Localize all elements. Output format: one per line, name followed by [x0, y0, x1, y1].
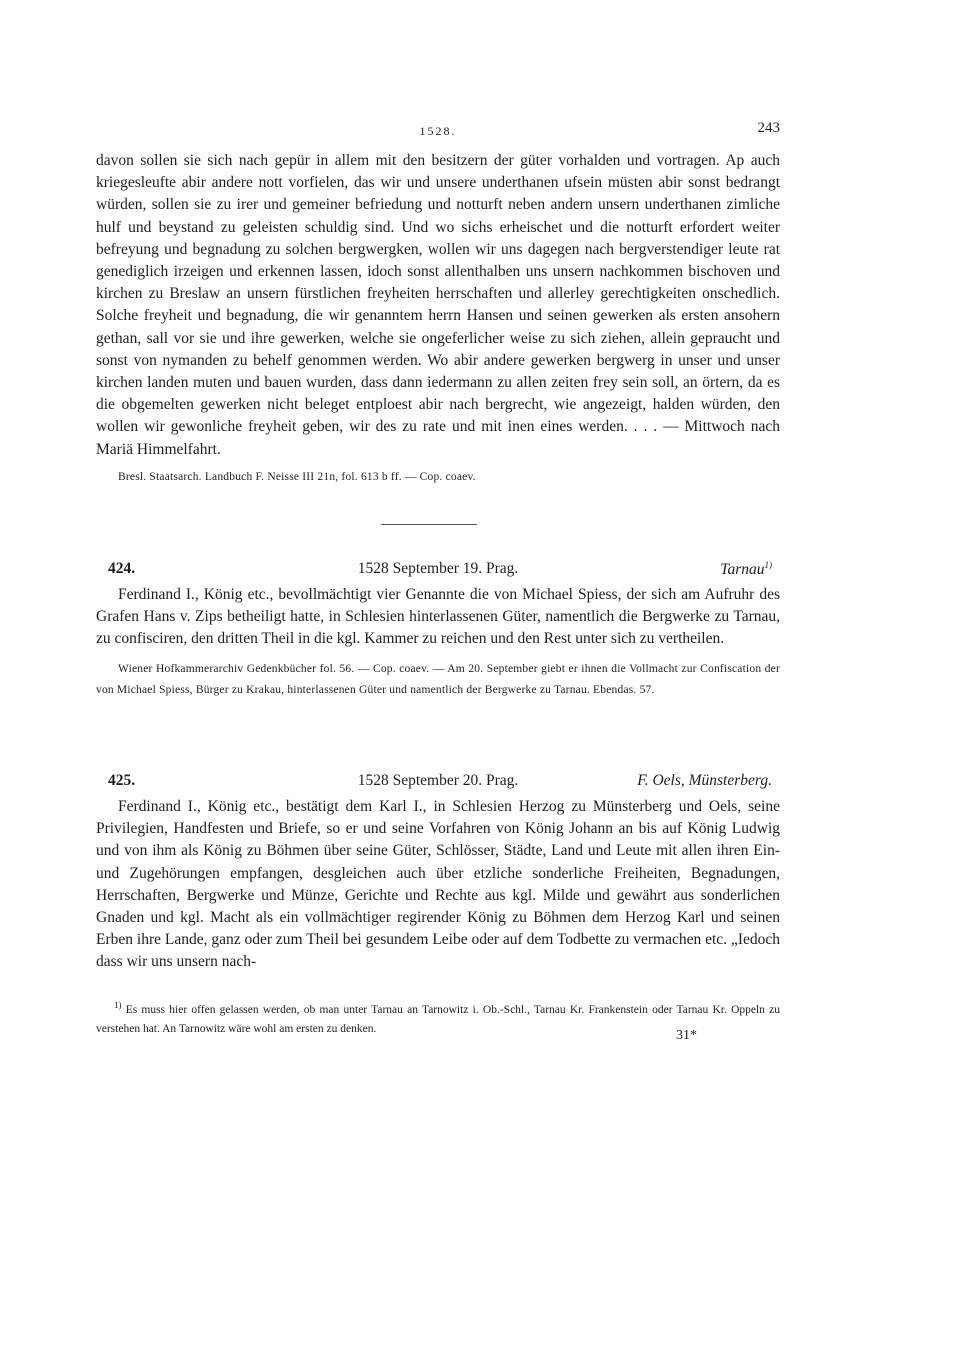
footnote-mark: 1): [114, 1000, 122, 1010]
running-header: [96, 120, 780, 140]
entry-425-number: 425.: [108, 772, 136, 789]
entry-425-heading: [96, 772, 780, 796]
section-divider: [381, 524, 477, 526]
continuation-source: Bresl. Staatsarch. Landbuch F. Neisse III 21n, fol. 613 b ff. — Cop. coaev.: [118, 470, 476, 483]
entry-424-place: [720, 560, 772, 579]
entry-424-date: 1528 September 19. Prag.: [357, 560, 519, 577]
page-number: 243: [757, 120, 780, 136]
continuation-text: davon sollen sie sich nach gepür in allem mit den besitzern der güter vorhalden und vortragen. Ap auch kriegesleufte abir andere nott vorfielen, das wir und unsere underthanen ufsein müsten abir sonst bedrangt würden, sollen sie zu irer und gemeiner befriedung und notturft neben andern unsern underthanen zimliche hulf und beystand zu geleisten schuldig sind. Und wo sichs erheischet und die notturft erfordert weiter befreyung und begnadung zu solchen bergwergken, wollen wir uns dagegen nach bergverstendiger leute rat genediglich irzeigen und erkennen lassen, idoch sonst allenthalben uns unsern nachkommen bischoven und kirchen zu Breslaw an unsern fürstlichen freyheiten herrschaften und allerley gerechtigkeiten onschedlich. Solche freyheit und begnadung, die wir genanntem herrn Hansen und seinen gewerken als ersten ansohern gethan, sall vor sie und ihre gewerken, welche sie ongeferlicher weise zu sich ziehen, allein gepraucht und sonst von nymanden zu behelf genommen werden. Wo abir andere gewerken bergwerg in unser und unser kirchen landen muten und bauen wurden, dass dann iedermann zu allen zeiten frey sein soll, an örtern, da es die obgemelten gewerken nicht beleget entploest abir nach bergrecht, wie angezeigt, halden würden, den wollen wir gewonliche freyheit geben, wir des zu rate und mit inen eines werden. . . . — Mittwoch nach Mariä Himmelfahrt.: [96, 152, 780, 458]
entry-424-number: 424.: [108, 560, 136, 577]
header-year: 1528.: [419, 124, 457, 138]
entry-424-place-name: Tarnau: [720, 561, 765, 579]
entry-425-text: Ferdinand I., König etc., bestätigt dem Karl I., in Schlesien Herzog zu Münsterberg und Oels, seine Privilegien, Handfesten und Briefe, so er und seine Vorfahren von König Johann an bis auf König Ludwig und von ihm als König zu Böhmen über seine Güter, Schlösser, Städte, Land und Leute mit allen ihren Ein- und Zugehörungen empfangen, desgleichen auch über etzliche sonderliche Freiheiten, Begnadungen, Herrschaften, Bergwerke und Münze, Gerichte und Rechte aus kgl. Milde und gewährt aus sonderlichen Gnaden und kgl. Macht als ein vollmächtiger regirender König zu Böhmen dem Herzog Karl und seinen Erben ihre Lande, ganz oder zum Theil bei gesundem Leibe oder auf dem Todbette zu vermachen etc. „Iedoch dass wir uns unsern nach-: [96, 798, 780, 971]
entry-424-heading: [96, 560, 780, 584]
continuation-section: [96, 150, 780, 488]
entry-424-text: Ferdinand I., König etc., bevollmächtigt vier Genannte die von Michael Spiess, der sich am Aufruhr des Grafen Hans v. Zips betheiligt hatte, in Schlesien hinterlassenen Güter, namentlich die Bergwerke zu Tarnau, zu confisciren, den dritten Theil in die kgl. Kammer zu reichen und den Rest unter sich zu vertheilen.: [96, 586, 780, 648]
entry-424: [96, 560, 780, 701]
footnote-ref-1[interactable]: 1): [764, 560, 772, 570]
sheet-signature: 31*: [676, 1028, 697, 1043]
footnote-body: Es muss hier offen gelassen werden, ob man unter Tarnau an Tarnowitz i. Ob.-Schl., Tarnau Kr. Frankenstein oder Tarnau Kr. Oppeln zu verstehen hat. An Tarnowitz wäre wohl am ersten zu denken.: [96, 1003, 781, 1035]
entry-425-place: F. Oels, Münsterberg.: [637, 772, 772, 789]
entry-425: [96, 772, 780, 974]
entry-424-source: Wiener Hofkammerarchiv Gedenkbücher fol. 56. — Cop. coaev. — Am 20. September giebt er ihnen die Vollmacht zur Confiscation der von Michael Spiess, Bürger zu Krakau, hinterlassenen Güter und namentlich der Bergwerke zu Tarnau. Ebendas. 57.: [96, 662, 780, 696]
entry-425-date: 1528 September 20. Prag.: [357, 772, 519, 789]
